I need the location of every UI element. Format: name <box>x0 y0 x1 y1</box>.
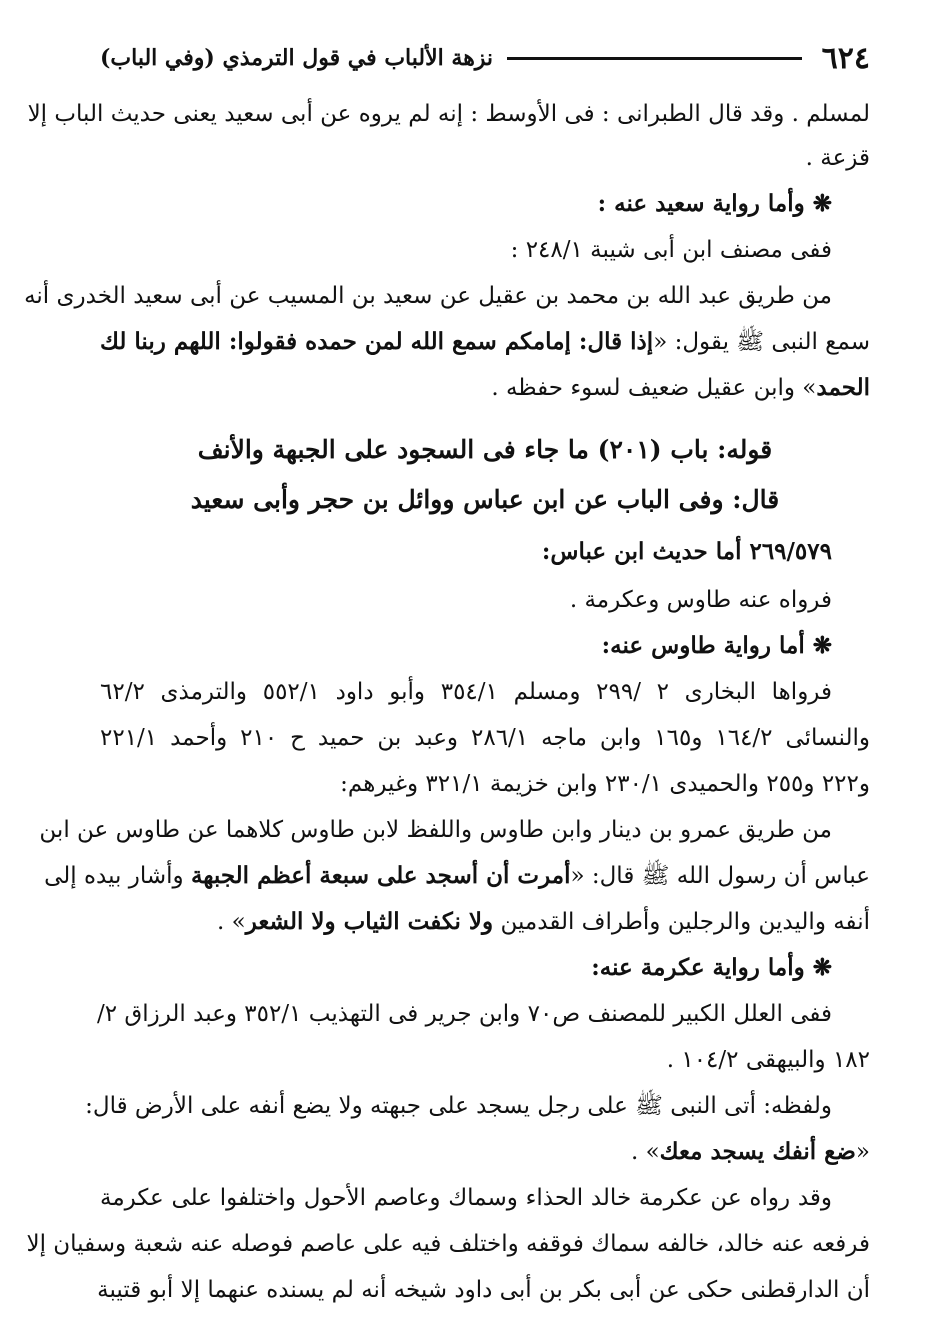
text-line: ولفظه: أتى النبى ﷺ على رجل يسجد على جبهته ولا يضع أنفه على الأرض قال: <box>85 1093 832 1119</box>
section-heading: ❋ أما رواية طاوس عنه: <box>601 632 832 659</box>
text-line: ففى العلل الكبير للمصنف ص٧٠ وابن جرير فى التهذيب ٣٥٢/١ وعبد الرزاق ٢/ <box>96 1001 832 1027</box>
text-line: من طريق عبد الله بن محمد بن عقيل عن سعيد بن المسيب عن أبى سعيد الخدرى أنه <box>24 283 832 309</box>
running-title: نزهة الألباب في قول الترمذي (وفي الباب) <box>100 45 494 71</box>
hadith-line: أنفه واليدين والرجلين وأطراف القدمين ولا نكفت الثياب ولا الشعر» . <box>217 908 870 935</box>
text-line: والنسائى ١٦٤/٢ و١٦٥ وابن ماجه ٢٨٦/١ وعبد بن حميد ح ٢١٠ وأحمد ٢٢١/١ <box>100 725 871 751</box>
text-line: فرواها البخارى ٢ /٢٩٩ ومسلم ٣٥٤/١ وأبو داود ٥٥٢/١ والترمذى ٦٢/٢ <box>100 679 832 705</box>
hadith-line: الحمد» وابن عقيل ضعيف لسوء حفظه . <box>491 374 870 401</box>
text-line: من طريق عمرو بن دينار وابن طاوس واللفظ لابن طاوس كلاهما عن طاوس عن ابن <box>39 817 832 843</box>
text-line: وقد رواه عن عكرمة خالد الحذاء وسماك وعاصم الأحول واختلفوا على عكرمة <box>100 1185 832 1211</box>
chapter-subheading: قال: وفى الباب عن ابن عباس ووائل بن حجر وأبى سعيد <box>190 485 780 514</box>
section-heading: ❋ وأما رواية عكرمة عنه: <box>591 954 832 981</box>
section-heading: ❋ وأما رواية سعيد عنه : <box>597 190 832 217</box>
hadith-line: سمع النبى ﷺ يقول: «إذا قال: إمامكم سمع الله لمن حمده فقولوا: اللهم ربنا لك <box>100 328 870 355</box>
text-line: فرواه عنه طاوس وعكرمة . <box>569 587 832 613</box>
text-line: أن الدارقطنى حكى عن أبى بكر بن أبى داود شيخه أنه لم يسنده عنهما إلا أبو قتيبة <box>97 1277 870 1303</box>
chapter-heading: قوله: باب (٢٠١) ما جاء فى السجود على الجبهة والأنف <box>197 435 773 464</box>
hadith-line: عباس أن رسول الله ﷺ قال: «أمرت أن أسجد على سبعة أعظم الجبهة وأشار بيده إلى <box>44 862 870 889</box>
text-line: ففى مصنف ابن أبى شيبة ٢٤٨/١ : <box>510 237 832 263</box>
page-header <box>100 36 870 80</box>
hadith-heading: ٢٦٩/٥٧٩ أما حديث ابن عباس: <box>541 538 832 565</box>
text-line: ١٨٢ والبيهقى ١٠٤/٢ . <box>666 1047 870 1073</box>
text-line: قزعة . <box>805 145 870 171</box>
hadith-line: «ضع أنفك يسجد معك» . <box>630 1138 870 1165</box>
header-rule <box>507 57 802 60</box>
text-line: فرفعه عنه خالد، خالفه سماك فوقفه واختلف فيه على عاصم فوصله عنه شعبة وسفيان إلا <box>26 1231 870 1257</box>
page-number: ٦٢٤ <box>821 40 870 76</box>
text-line: و٢٢٢ و٢٥٥ والحميدى ٢٣٠/١ وابن خزيمة ٣٢١/١ وغيرهم: <box>340 771 870 797</box>
text-line: لمسلم . وقد قال الطبرانى : فى الأوسط : إنه لم يروه عن أبى سعيد يعنى حديث الباب إلا <box>27 101 870 127</box>
